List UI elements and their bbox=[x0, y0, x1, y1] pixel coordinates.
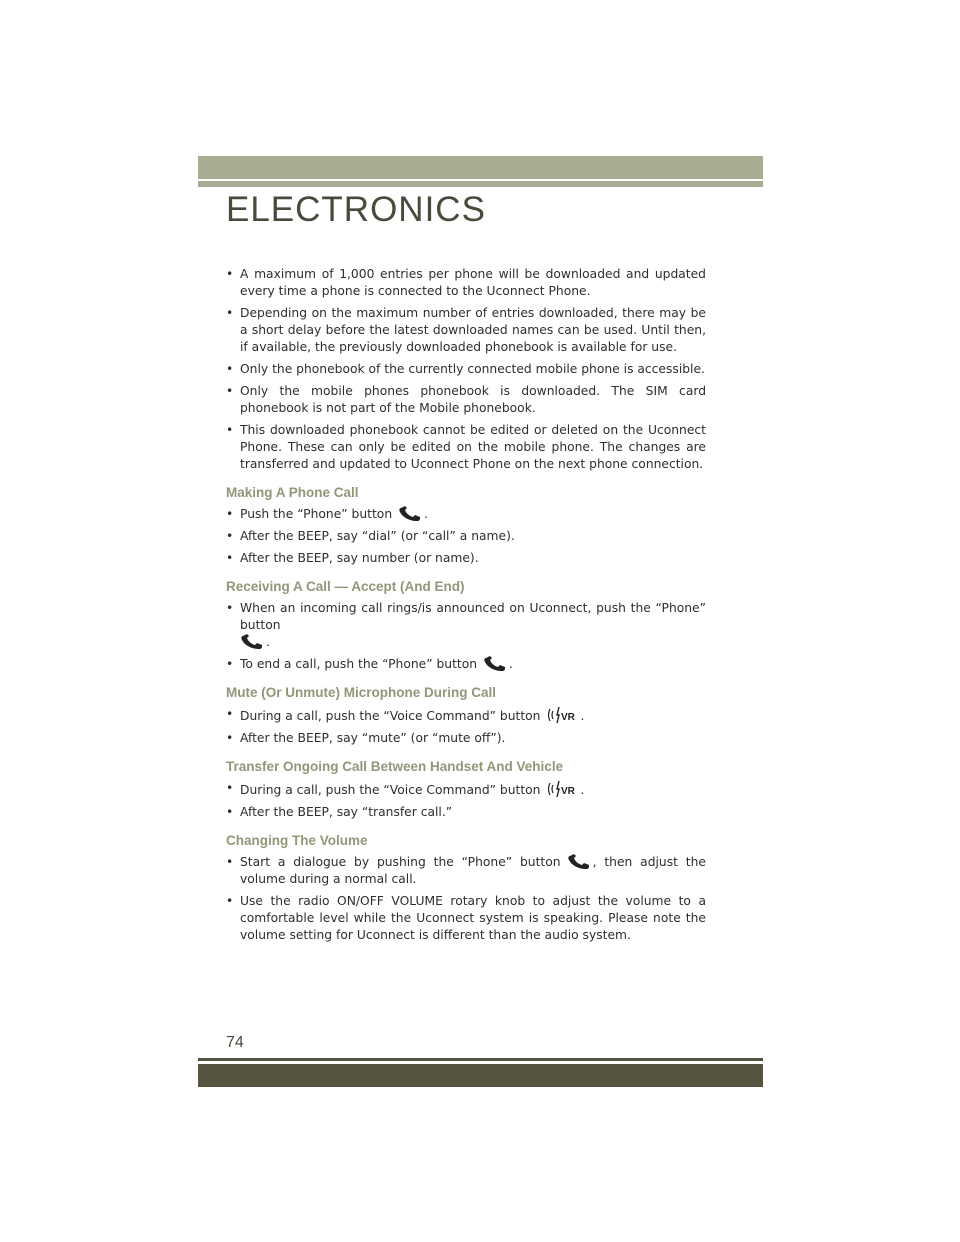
header-bar bbox=[198, 156, 763, 179]
list-item bbox=[226, 706, 706, 725]
item-text: , then adjust the volume during a normal call. bbox=[240, 855, 706, 886]
volume-heading: Changing The Volume bbox=[226, 833, 368, 848]
mute-heading: Mute (Or Unmute) Microphone During Call bbox=[226, 685, 496, 700]
section-title: ELECTRONICS bbox=[226, 190, 486, 229]
mute-list bbox=[226, 706, 706, 747]
list-item: • Only the phonebook of the currently connected mobile phone is accessible. bbox=[226, 361, 706, 378]
item-text: When an incoming call rings/is announced on Uconnect, push the “Phone” button bbox=[240, 601, 706, 632]
item-text: . bbox=[424, 507, 429, 521]
item-text: To end a call, push the “Phone” button bbox=[240, 657, 478, 671]
list-item bbox=[226, 854, 706, 888]
voice-command-icon bbox=[546, 780, 578, 798]
list-item: • After the BEEP, say “dial” (or “call” a name). bbox=[226, 528, 706, 545]
phonebook-list bbox=[226, 266, 706, 473]
list-item: • Use the radio ON/OFF VOLUME rotary knob to adjust the volume to a comfortable level while the Uconnect system is speaking. Please note the volume setting for Uconnect is different than the audio system. bbox=[226, 893, 706, 944]
page-content bbox=[226, 266, 706, 949]
transfer-list bbox=[226, 780, 706, 821]
item-text: During a call, push the “Voice Command” button bbox=[240, 783, 541, 797]
volume-list bbox=[226, 854, 706, 944]
list-item: • After the BEEP, say “mute” (or “mute off”). bbox=[226, 730, 706, 747]
receiving-call-heading: Receiving A Call — Accept (And End) bbox=[226, 579, 465, 594]
phone-icon bbox=[240, 634, 264, 650]
list-item bbox=[226, 656, 706, 673]
item-text: Start a dialogue by pushing the “Phone” button bbox=[240, 855, 561, 869]
making-call-list bbox=[226, 506, 706, 567]
list-item: • After the BEEP, say “transfer call.” bbox=[226, 804, 706, 821]
vr-label: VR bbox=[561, 786, 576, 797]
item-text: . bbox=[509, 657, 513, 671]
list-item: • After the BEEP, say number (or name). bbox=[226, 550, 706, 567]
list-item bbox=[226, 780, 706, 799]
item-text: . bbox=[266, 635, 270, 649]
receiving-call-list bbox=[226, 600, 706, 673]
header-rule bbox=[198, 181, 763, 187]
item-text: . bbox=[580, 709, 585, 723]
list-item: • Only the mobile phones phonebook is downloaded. The SIM card phonebook is not part of the Mobile phonebook. bbox=[226, 383, 706, 417]
vr-label: VR bbox=[561, 712, 576, 723]
list-item: • A maximum of 1,000 entries per phone will be downloaded and updated every time a phone is connected to the Uconnect Phone. bbox=[226, 266, 706, 300]
item-text: Push the “Phone” button bbox=[240, 507, 393, 521]
making-call-heading: Making A Phone Call bbox=[226, 485, 359, 500]
phone-icon bbox=[483, 656, 507, 672]
item-text: During a call, push the “Voice Command” button bbox=[240, 709, 541, 723]
footer-rule bbox=[198, 1058, 763, 1061]
list-item bbox=[226, 600, 706, 651]
phone-icon bbox=[567, 854, 591, 870]
transfer-heading: Transfer Ongoing Call Between Handset And Vehicle bbox=[226, 759, 564, 774]
voice-command-icon bbox=[546, 706, 578, 724]
list-item: • Depending on the maximum number of entries downloaded, there may be a short delay before the latest downloaded names can be used. Until then, if available, the previously downloaded phonebook is available for use. bbox=[226, 305, 706, 356]
page-number: 74 bbox=[226, 1034, 244, 1051]
footer-bar bbox=[198, 1064, 763, 1087]
list-item: • This downloaded phonebook cannot be edited or deleted on the Uconnect Phone. These can only be edited on the mobile phone. The changes are transferred and updated to Uconnect Phone on the next phone connection. bbox=[226, 422, 706, 473]
phone-icon bbox=[398, 506, 422, 522]
item-text: . bbox=[580, 783, 585, 797]
list-item bbox=[226, 506, 706, 523]
